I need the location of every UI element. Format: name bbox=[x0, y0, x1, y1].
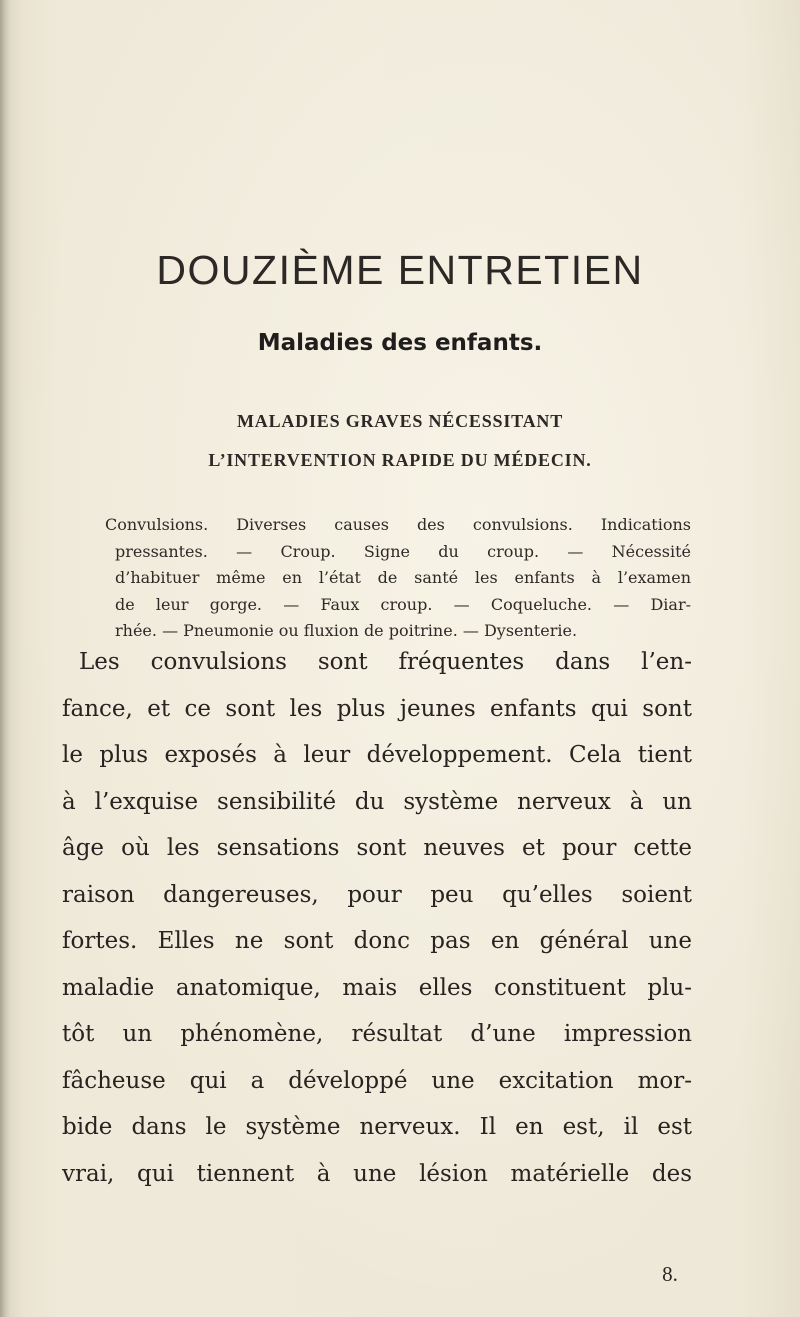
summary-line: Convulsions. Diverses causes des convulsions. Indications bbox=[105, 515, 691, 534]
summary-line: d’habituer même en l’état de santé les enfants à l’examen bbox=[115, 568, 691, 587]
body-line: à l’exquise sensibilité du système nerveux à un bbox=[62, 788, 692, 815]
body-line: fortes. Elles ne sont donc pas en général une bbox=[62, 928, 692, 954]
body-line: bide dans le système nerveux. Il en est, il est bbox=[62, 1114, 692, 1140]
chapter-subtitle: Maladies des enfants. bbox=[257, 330, 543, 356]
body-line: maladie anatomique, mais elles constituent plu- bbox=[62, 974, 692, 1001]
body-line: fâcheuse qui a développé une excitation mor- bbox=[62, 1067, 692, 1094]
body-line: vrai, qui tiennent à une lésion matérielle des bbox=[62, 1160, 692, 1187]
body-line: raison dangereuses, pour peu qu’elles soient bbox=[62, 881, 692, 908]
page-number: 8. bbox=[662, 1262, 678, 1286]
body-paragraph bbox=[62, 639, 692, 1197]
body-line: tôt un phénomène, résultat d’une impression bbox=[62, 1021, 692, 1047]
body-line: Les convulsions sont fréquentes dans l’en- bbox=[79, 649, 692, 675]
section-heading: MALADIES GRAVES NÉCESSITANT L’INTERVENTION RAPIDE DU MÉDECIN. bbox=[208, 411, 592, 470]
body-line: le plus exposés à leur développement. Cela tient bbox=[62, 742, 692, 768]
summary-line: pressantes. — Croup. Signe du croup. — Nécessité bbox=[115, 541, 691, 561]
body-line: fance, et ce sont les plus jeunes enfants qui sont bbox=[62, 695, 692, 722]
summary-line: de leur gorge. — Faux croup. — Coqueluche. — Diar- bbox=[115, 594, 691, 614]
page-gutter-shadow bbox=[0, 0, 10, 1317]
body-line: âge où les sensations sont neuves et pour cette bbox=[62, 835, 692, 861]
chapter-title: DOUZIÈME ENTRETIEN bbox=[156, 247, 644, 293]
chapter-summary bbox=[105, 512, 691, 645]
summary-line: rhée. — Pneumonie ou fluxion de poitrine. — Dysenterie. bbox=[115, 621, 578, 640]
